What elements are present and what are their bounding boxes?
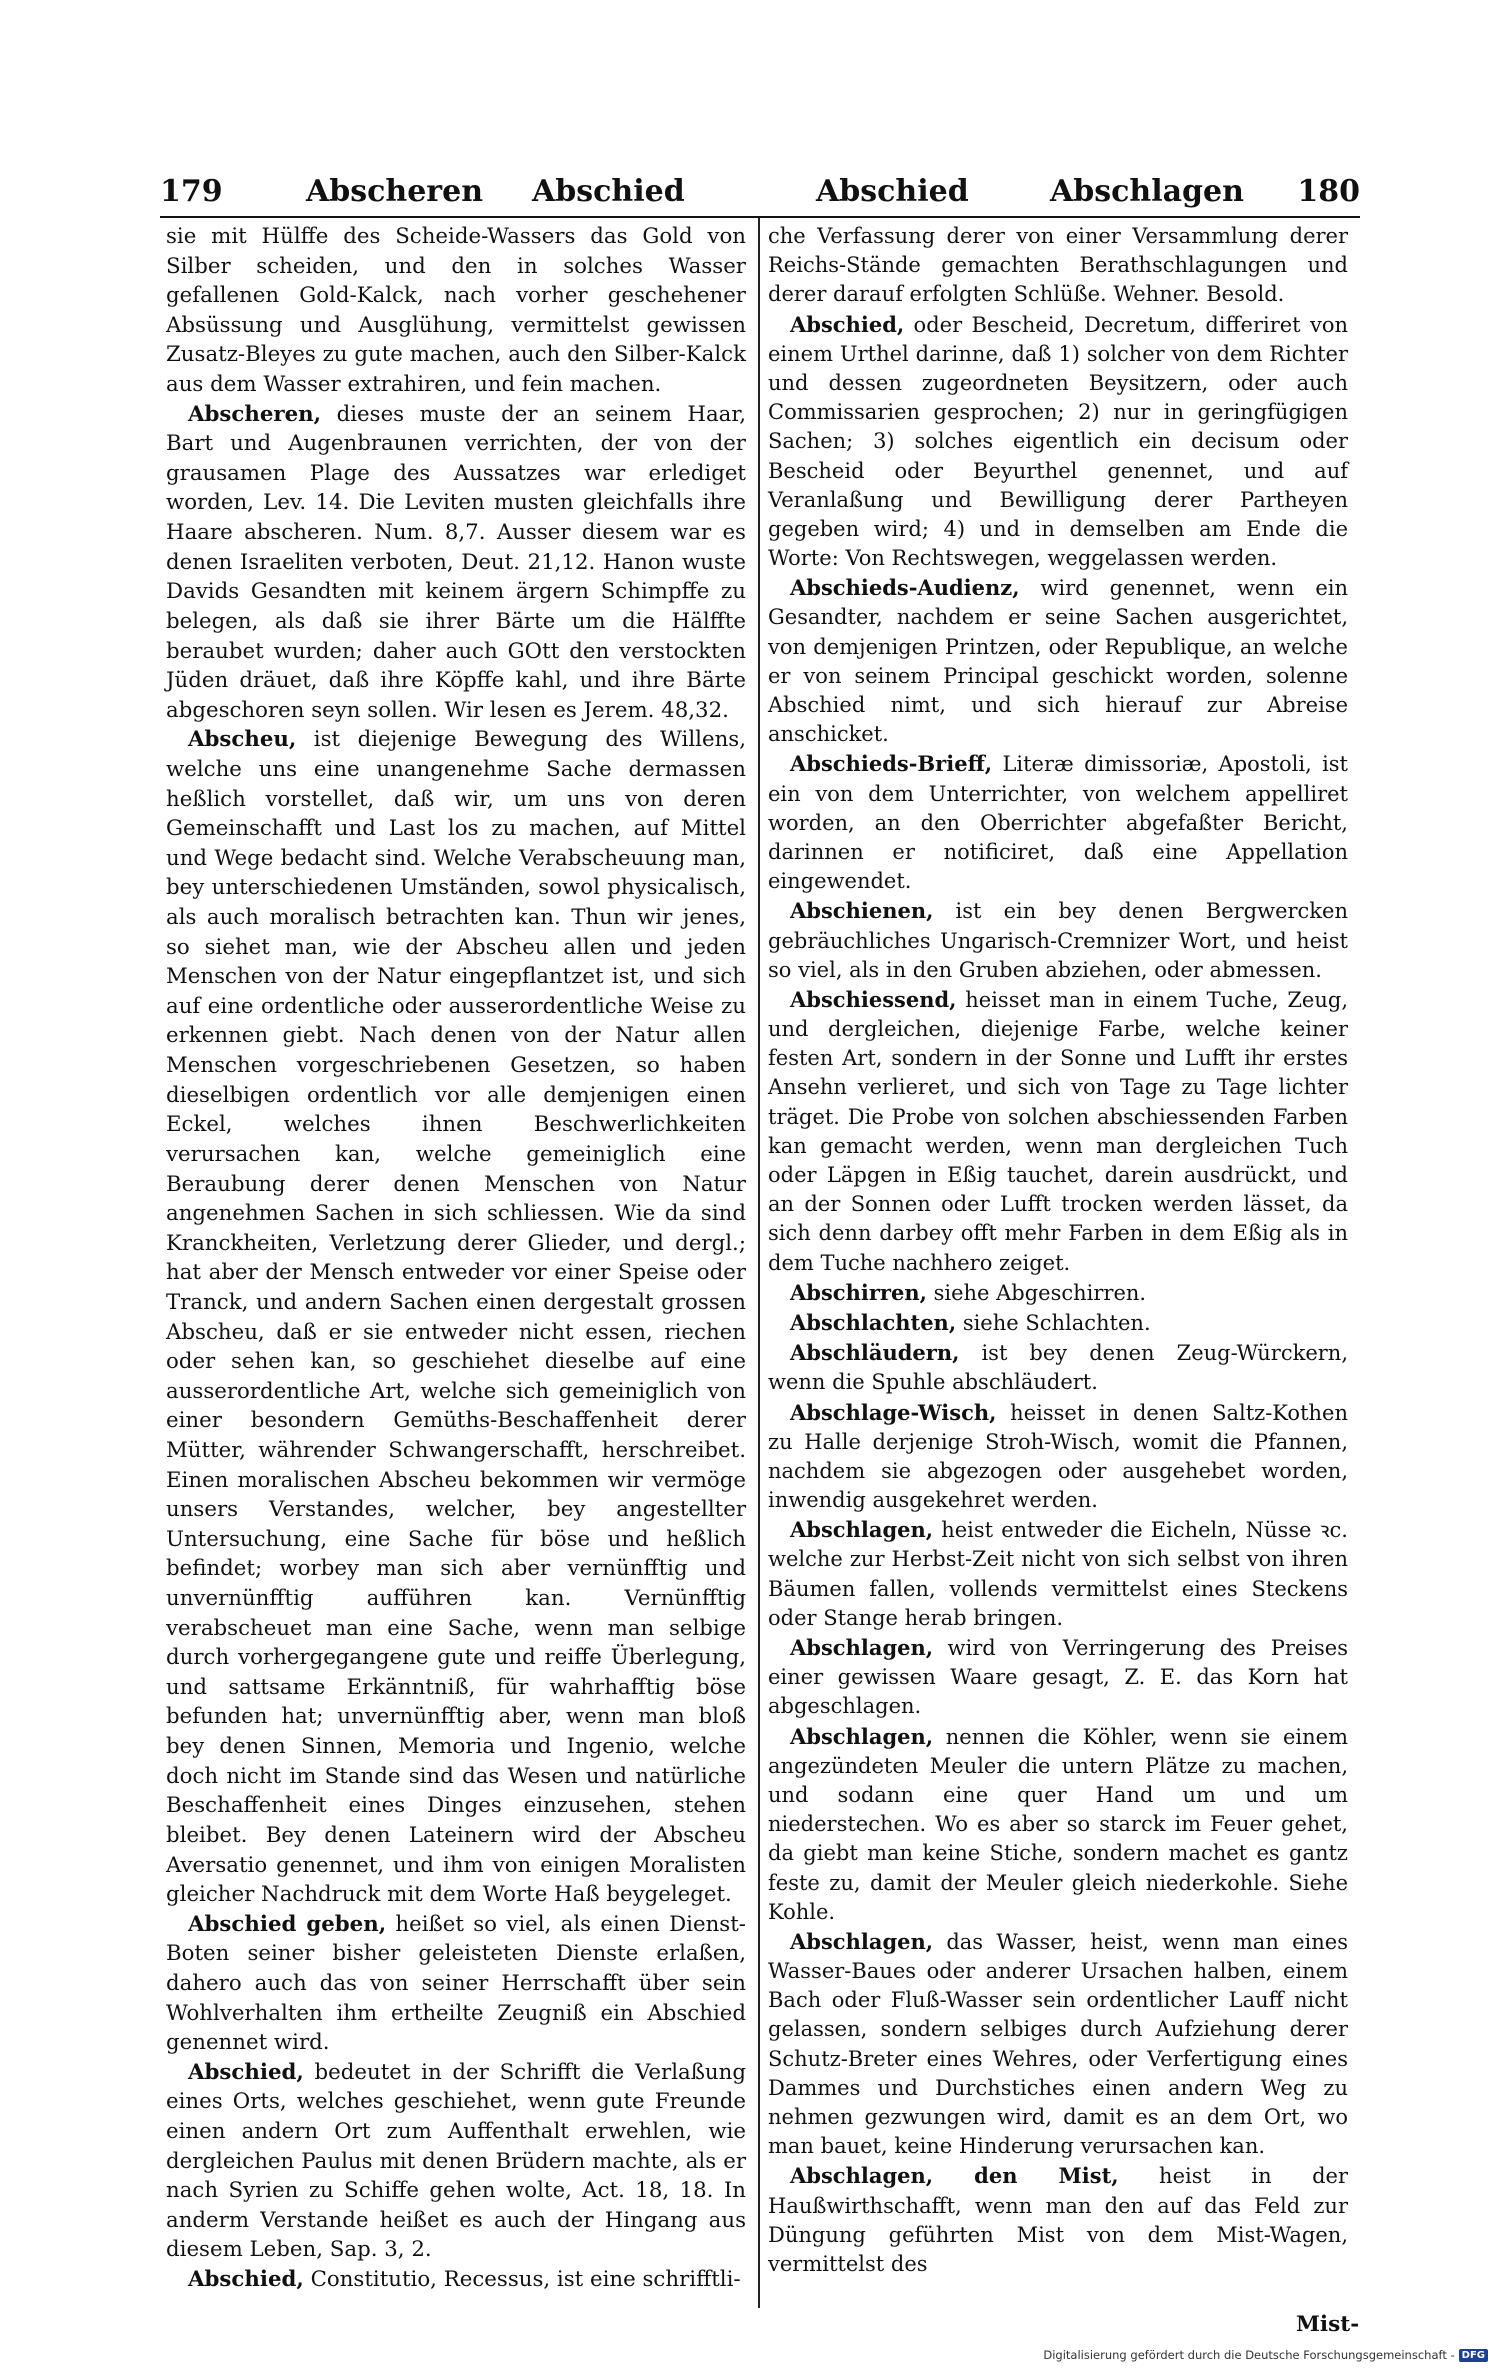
entry-headword: Abscheu, — [188, 727, 297, 753]
page-number-right: 180 — [1297, 174, 1360, 209]
entry-headword: Abschied geben, — [188, 1911, 387, 1937]
page-catchword: Mist- — [1296, 2312, 1360, 2337]
dfg-logo: DFG — [1459, 2349, 1488, 2362]
entry-headword: Abschiessend, — [790, 986, 957, 1012]
entry-headword: Abschlage-Wisch, — [790, 1399, 997, 1425]
left-column — [166, 222, 746, 2295]
entry-abschlaeudern: Abschläudern, ist bey denen Zeug-Würckern, wenn die Spuhle abschläudert. — [768, 1340, 1348, 1395]
entry-headword: Abschirren, — [790, 1279, 927, 1305]
entry-headword: Abschlagen, den Mist, — [790, 2163, 1119, 2189]
entry-abschienen: Abschienen, ist ein bey denen Bergwercken gebräuchliches Ungarisch-Cremnizer Wort, und heist so viel, als in den Gruben abziehen, oder abmessen. — [768, 898, 1348, 982]
entry-headword: Abschlagen, — [790, 1635, 934, 1660]
entry-continuation: che Verfassung derer von einer Versammlung derer Reichs-Stände gemachten Berathschlagungen und derer darauf erfolgten Schlüße. Wehner. Besold. — [768, 224, 1348, 307]
entry-headword: Abschied, — [790, 311, 905, 337]
page-number-left: 179 — [160, 174, 223, 209]
entry-abschlagen-1: Abschlagen, heist entweder die Eicheln, Nüsse ꝛc. welche zur Herbst-Zeit nicht von sich selbst von ihren Bäumen fallen, vollends vermittelst eines Steckens oder Stange herab bringen. — [768, 1517, 1348, 1630]
entry-abschlagen-2: Abschlagen, wird von Verringerung des Preises einer gewissen Waare gesagt, Z. E. das Korn hat abgeschlagen. — [768, 1635, 1348, 1719]
entry-headword: Abschläudern, — [790, 1340, 960, 1366]
header-catchword-2: Abschied — [532, 174, 685, 209]
header-catchword-4: Abschlagen — [1050, 174, 1244, 209]
entry-headword: Abschlagen, — [790, 1723, 934, 1749]
digitization-footer — [1043, 2348, 1488, 2362]
header-rule — [160, 216, 1360, 218]
entry-headword: Abschieds-Audienz, — [790, 575, 1020, 601]
entry-abschirren: Abschirren, siehe Abgeschirren. — [790, 1279, 1147, 1305]
entry-headword: Abschienen, — [790, 898, 934, 924]
entry-abschlachten: Abschlachten, siehe Schlachten. — [790, 1309, 1151, 1335]
entry-abschieds-audienz: Abschieds-Audienz, wird genennet, wenn ein Gesandter, nachdem er seine Sachen ausgerichtet, von demjenigen Printzen, oder Republique, an welche er von seinem Principal geschickt worden, solenne Abschied nimt, und sich hierauf zur Abreise anschicket. — [768, 575, 1348, 747]
entry-abschied-schrifft: Abschied, bedeutet in der Schrifft die Verlaßung eines Orts, welches geschiehet, wenn gute Freunde einen andern Ort zum Auffenthalt erwehlen, wie dergleichen Paulus mit denen Brüdern machte, als er nach Syrien zu Schiffe gehen wolte, Act. 18, 18. In anderm Verstande heißet es auch der Hingang aus diesem Leben, Sap. 3, 2. — [166, 2059, 746, 2263]
entry-abscheu: Abscheu, ist diejenige Bewegung des Willens, welche uns eine unangenehme Sache dermassen heßlich vorstellet, daß wir, um uns von deren Gemeinschafft und Last los zu machen, auf Mittel und Wege bedacht sind. Welche Verabscheuung man, bey unterschiedenen Umständen, sowol physicalisch, als auch moralisch betrachten kan. Thun wir jenes, so siehet man, wie der Abscheu allen und jeden Menschen von der Natur eingepflantzet ist, und sich auf eine ordentliche oder ausserordentliche Weise zu erkennen giebt. Nach denen von der Natur allen Menschen vorgeschriebenen Gesetzen, so haben dieselbigen ordentlich vor alle demjenigen einen Eckel, welches ihnen Beschwerlichkeiten verursachen kan, welche gemeiniglich eine Beraubung derer denen Menschen von Natur angenehmen Sachen in sich schliessen. Wie da sind Kranckheiten, Verletzung derer Glieder, und dergl.; hat aber der Mensch entweder vor einer Speise oder Tranck, und andern Sachen einen dergestalt grossen Abscheu, daß er sie entweder nicht essen, riechen oder sehen kan, so geschiehet dieselbe auf eine ausserordentliche Art, welche sich gemeiniglich von einer besondern Gemüths-Beschaffenheit derer Mütter, währender Schwangerschafft, herschreibet. Einen moralischen Abscheu bekommen wir vermöge unsers Verstandes, welcher, bey angestellter Untersuchung, eine Sache für böse und heßlich befindet; worbey man sich aber vernünfftig und unvernünfftig aufführen kan. Vernünfftig verabscheuet man eine Sache, wenn man selbige durch vorhergegangene gute und reiffe Überlegung, und sattsame Erkänntniß, für wahrhafftig böse befunden hat; unvernünfftig aber, wenn man bloß bey denen Sinnen, Memoria und Ingenio, welche doch nicht im Stande sind das Wesen und natürliche Beschaffenheit eines Dinges einzusehen, stehen bleibet. Bey denen Lateinern wird der Abscheu Aversatio genennet, und ihm von einigen Moralisten gleicher Nachdruck mit dem Worte Haß beygeleget. — [166, 727, 746, 1908]
entry-headword: Abschlagen, — [790, 1928, 934, 1954]
entry-abschlagen-mist: Abschlagen, den Mist, heist in der Haußwirthschafft, wenn man den auf das Feld zur Düngung geführten Mist von dem Mist-Wagen, vermittelst des — [768, 2163, 1348, 2276]
footer-text: Digitalisierung gefördert durch die Deutsche Forschungsgemeinschaft - — [1043, 2348, 1455, 2362]
entry-abschlagen-3: Abschlagen, nennen die Köhler, wenn sie einem angezündeten Meuler die untern Plätze zu machen, und sodann eine quer Hand um und um niederstechen. Wo es aber so starck im Feuer gehet, da giebt man keine Stiche, sondern machet es gantz feste zu, damit der Meuler gleich niederkohle. Siehe Kohle. — [768, 1723, 1348, 1924]
entry-headword: Abschlagen, — [790, 1517, 934, 1543]
entry-abschlage-wisch: Abschlage-Wisch, heisset in denen Saltz-Kothen zu Halle derjenige Stroh-Wisch, womit die Pfannen, nachdem sie abgezogen oder ausgehebet worden, inwendig ausgekehret werden. — [768, 1399, 1348, 1513]
right-column — [768, 222, 1348, 2279]
entry-abschiessend: Abschiessend, heisset man in einem Tuche, Zeug, und dergleichen, diejenige Farbe, welche keiner festen Art, sondern in der Sonne und Lufft ihr erstes Ansehn verlieret, und sich von Tage zu Tage lichter träget. Die Probe von solchen abschiessenden Farben kan gemacht werden, wenn man dergleichen Tuch oder Läpgen in Eßig tauchet, darein ausdrückt, und an der Sonnen oder Lufft trocken werden lässet, da sich denn darbey offt mehr Farben in dem Eßig als in dem Tuche nachhero zeiget. — [768, 986, 1348, 1275]
entry-continuation: sie mit Hülffe des Scheide-Wassers das Gold von Silber scheiden, und den in solches Wasser gefallenen Gold-Kalck, nach vorher geschehener Absüssung und Ausglühung, vermittelst gewissen Zusatz-Bleyes zu gute machen, auch den Silber-Kalck aus dem Wasser extrahiren, und fein machen. — [166, 224, 746, 398]
column-divider — [758, 218, 760, 2308]
page-header — [160, 168, 1360, 220]
entry-abschlagen-wasser: Abschlagen, das Wasser, heist, wenn man eines Wasser-Baues oder anderer Ursachen halben, einem Bach oder Fluß-Wasser sein ordentlicher Lauff nicht gelassen, sondern selbiges durch Aufziehung derer Schutz-Breter eines Wehres, oder Verfertigung eines Dammes und Durchstiches einen andern Weg zu nehmen gezwungen wird, damit es an dem Ort, wo man bauet, keine Hinderung verursachen kan. — [768, 1928, 1348, 2159]
entry-abschied-constitutio: Abschied, Constitutio, Recessus, ist eine schrifftli- — [188, 2267, 741, 2293]
entry-headword: Abschied, — [188, 2059, 304, 2085]
entry-headword: Abscheren, — [188, 401, 322, 427]
entry-headword: Abschieds-Brieff, — [790, 751, 993, 777]
entry-headword: Abschied, — [188, 2267, 304, 2293]
entry-abschieds-brieff: Abschieds-Brieff, Literæ dimissoriæ, Apostoli, ist ein von dem Unterrichter, von welchem appelliret worden, an den Oberrichter abgefaßter Bericht, darinnen er notificiret, daß eine Appellation eingewendet. — [768, 751, 1348, 894]
header-catchword-1: Abscheren — [306, 174, 484, 209]
entry-abschied-bescheid: Abschied, oder Bescheid, Decretum, differiret von einem Urthel darinne, daß 1) solcher von dem Richter und dessen zugeordneten Beysitzern, oder auch Commissarien gesprochen; 2) nur in geringfügigen Sachen; 3) solches eigentlich ein decisum oder Bescheid oder Beyurthel genennet, und auf Veranlaßung und Bewilligung derer Partheyen gegeben wird; 4) und in demselben am Ende die Worte: Von Rechtswegen, weggelassen werden. — [768, 311, 1348, 571]
header-catchword-3: Abschied — [816, 174, 969, 209]
entry-headword: Abschlachten, — [790, 1309, 957, 1335]
entry-abschied-geben: Abschied geben, heißet so viel, als einen Dienst-Boten seiner bisher geleisteten Dienste erlaßen, dahero auch das von seiner Herrschafft über sein Wohlverhalten ihm ertheilte Zeugniß ein Abschied genennet wird. — [166, 1911, 746, 2056]
entry-abscheren: Abscheren, dieses muste der an seinem Haar, Bart und Augenbraunen verrichten, der von der grausamen Plage des Aussatzes war erlediget worden, Lev. 14. Die Leviten musten gleichfalls ihre Haare abscheren. Num. 8,7. Ausser diesem war es denen Israeliten verboten, Deut. 21,12. Hanon wuste Davids Gesandten mit keinem ärgern Schimpffe zu belegen, als daß sie ihrer Bärte um die Hälffte beraubet wurden; daher auch GOtt den verstockten Jüden dräuet, daß ihre Köpffe kahl, und ihre Bärte abgeschoren seyn sollen. Wir lesen es Jerem. 48,32. — [166, 401, 746, 723]
